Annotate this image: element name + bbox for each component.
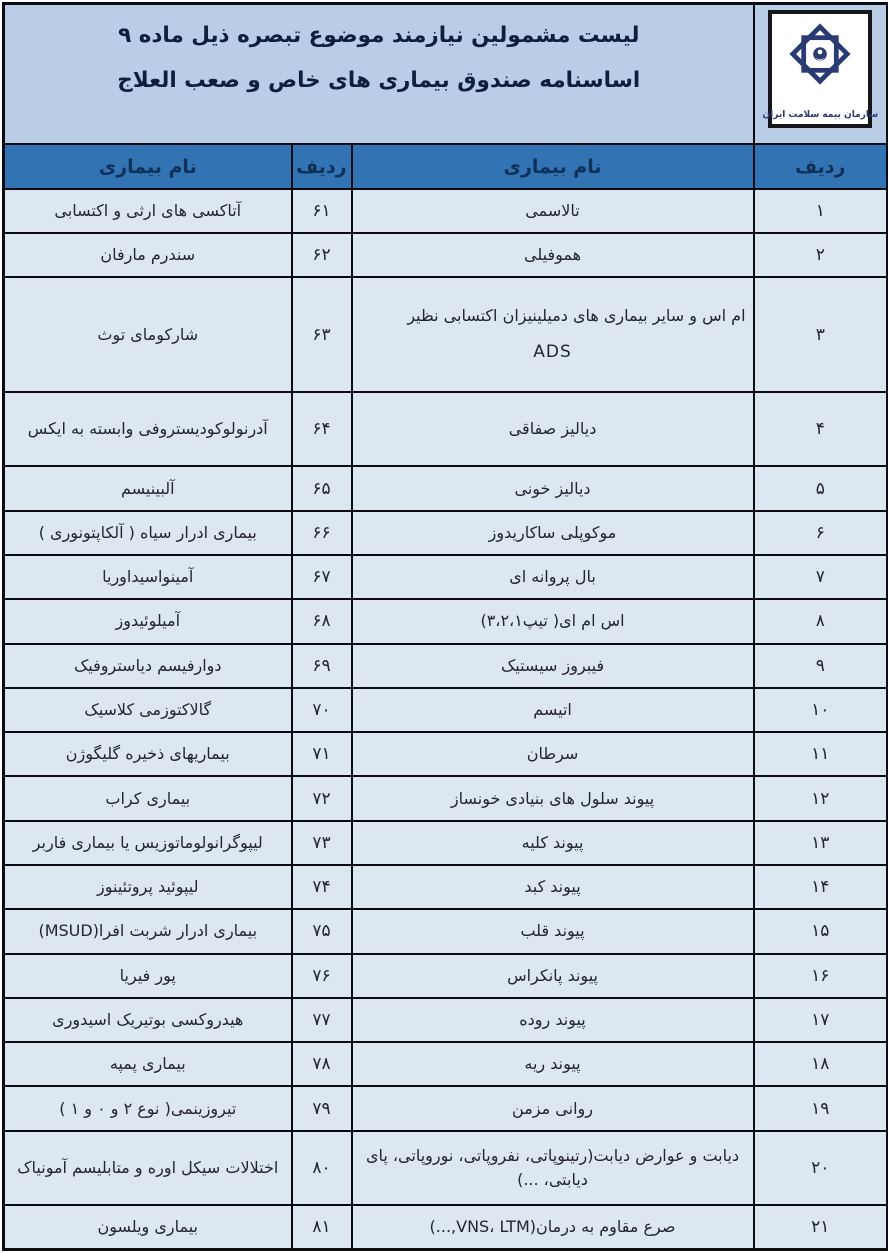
logo-emblem-icon (786, 20, 854, 88)
table-row (4, 466, 888, 510)
disease-name-cell: اتیسم (352, 688, 754, 732)
table-row (4, 233, 888, 277)
table-row (4, 776, 888, 820)
row-number-cell: ۷۸ (292, 1042, 352, 1086)
row-number-cell: ۶۸ (292, 599, 352, 643)
row-number-cell: ۸۱ (292, 1205, 352, 1249)
row-number-cell: ۲۰ (754, 1131, 888, 1205)
disease-name-cell: پیوند روده (352, 998, 754, 1042)
table-row (4, 909, 888, 953)
row-number-cell: ۶۱ (292, 189, 352, 233)
logo-caption: سازمان بیمه سلامت ایران (762, 109, 879, 121)
disease-name-cell: روانی مزمن (352, 1086, 754, 1130)
row-number-cell: ۶۹ (292, 644, 352, 688)
disease-table (2, 2, 888, 1251)
row-number-cell: ۷۷ (292, 998, 352, 1042)
disease-name-cell: گالاکتوزمی کلاسیک (4, 688, 292, 732)
row-number-cell: ۱۳ (754, 821, 888, 865)
table-row (4, 644, 888, 688)
row-number-cell: ۲ (754, 233, 888, 277)
disease-name-cell: دیالیز صفاقی (352, 392, 754, 466)
table-row (4, 555, 888, 599)
row-number-cell: ۱۶ (754, 954, 888, 998)
logo-cell (754, 4, 888, 145)
disease-name-cell: اختلالات سیکل اوره و متابلیسم آمونیاک (4, 1131, 292, 1205)
row-number-cell: ۱۰ (754, 688, 888, 732)
disease-name-cell: بیماری ادرار شربت افرا(MSUD) (4, 909, 292, 953)
disease-name-cell: بیماری پمپه (4, 1042, 292, 1086)
row-number-cell: ۴ (754, 392, 888, 466)
organization-logo (762, 10, 879, 128)
row-number-cell: ۱۹ (754, 1086, 888, 1130)
table-row (4, 998, 888, 1042)
disease-name-cell: دیالیز خونی (352, 466, 754, 510)
table-row (4, 732, 888, 776)
disease-name-subtext: ADS (533, 341, 572, 362)
row-number-cell: ۱۷ (754, 998, 888, 1042)
table-row (4, 511, 888, 555)
disease-name-cell: بال پروانه ای (352, 555, 754, 599)
disease-name-cell: بیماری ویلسون (4, 1205, 292, 1249)
disease-name-cell: تالاسمی (352, 189, 754, 233)
row-number-cell: ۷ (754, 555, 888, 599)
row-number-cell: ۱۱ (754, 732, 888, 776)
column-header-disease-right: نام بیماری (352, 144, 754, 188)
row-number-cell: ۶ (754, 511, 888, 555)
disease-name-cell (352, 277, 754, 392)
document-title-line2: اساسنامه صندوق بیماری های خاص و صعب العلاج (117, 67, 641, 93)
table-row (4, 1042, 888, 1086)
row-number-cell: ۸۰ (292, 1131, 352, 1205)
table-row (4, 821, 888, 865)
disease-name-cell: آتاکسی های ارثی و اکتسابی (4, 189, 292, 233)
disease-name-cell: دیابت و عوارض دیابت(رتینوپاتی، نفروپاتی، نوروپاتی، پای دیابتی، ...) (352, 1131, 754, 1205)
disease-name-cell: دوارفیسم دیاستروفیک (4, 644, 292, 688)
disease-name-cell: پیوند قلب (352, 909, 754, 953)
row-number-cell: ۶۴ (292, 392, 352, 466)
disease-name-cell: پیوند پانکراس (352, 954, 754, 998)
row-number-cell: ۱ (754, 189, 888, 233)
row-number-cell: ۹ (754, 644, 888, 688)
column-header-radif-left: ردیف (292, 144, 352, 188)
disease-name-cell: تیروزینمی( نوع ۲ و ۰ و ۱ ) (4, 1086, 292, 1130)
table-row (4, 954, 888, 998)
column-header-radif-right: ردیف (754, 144, 888, 188)
disease-name-text: ام اس و سایر بیماری های دمیلینیزان اکتسابی نظیر (407, 305, 746, 325)
disease-name-cell: آدرنولوکودیستروفی وابسته به ایکس (4, 392, 292, 466)
disease-name-cell: شارکومای توث (4, 277, 292, 392)
disease-name-cell: هیدروکسی بوتیریک اسیدوری (4, 998, 292, 1042)
column-header-row (4, 144, 888, 188)
disease-name-cell: موکوپلی ساکاریدوز (352, 511, 754, 555)
table-row (4, 277, 888, 392)
row-number-cell: ۷۹ (292, 1086, 352, 1130)
row-number-cell: ۷۰ (292, 688, 352, 732)
disease-name-cell: لیپوگرانولوماتوزیس یا بیماری فاربر (4, 821, 292, 865)
row-number-cell: ۷۵ (292, 909, 352, 953)
row-number-cell: ۱۵ (754, 909, 888, 953)
disease-name-cell: لیپوئید پروتئینوز (4, 865, 292, 909)
table-row (4, 1205, 888, 1249)
disease-name-cell: سندرم مارفان (4, 233, 292, 277)
disease-name-cell: پیوند ریه (352, 1042, 754, 1086)
row-number-cell: ۷۲ (292, 776, 352, 820)
table-row (4, 1131, 888, 1205)
row-number-cell: ۶۷ (292, 555, 352, 599)
row-number-cell: ۶۶ (292, 511, 352, 555)
disease-name-cell: پیوند کبد (352, 865, 754, 909)
disease-name-cell: اس ام ای( تیپ۳،۲،۱) (352, 599, 754, 643)
disease-name-cell: هموفیلی (352, 233, 754, 277)
disease-name-cell: پیوند کلیه (352, 821, 754, 865)
row-number-cell: ۷۴ (292, 865, 352, 909)
disease-name-cell: سرطان (352, 732, 754, 776)
table-row (4, 189, 888, 233)
row-number-cell: ۷۱ (292, 732, 352, 776)
row-number-cell: ۸ (754, 599, 888, 643)
row-number-cell: ۳ (754, 277, 888, 392)
table-row (4, 1086, 888, 1130)
table-row (4, 865, 888, 909)
row-number-cell: ۱۲ (754, 776, 888, 820)
disease-name-cell: بیماری ادرار سیاه ( آلکاپتونوری ) (4, 511, 292, 555)
row-number-cell: ۵ (754, 466, 888, 510)
disease-name-cell: صرع مقاوم به درمان(VNS، LTM,...) (352, 1205, 754, 1249)
title-cell (4, 4, 754, 145)
header-band (4, 4, 888, 145)
disease-name-cell: آمیلوئیدوز (4, 599, 292, 643)
row-number-cell: ۱۸ (754, 1042, 888, 1086)
row-number-cell: ۶۳ (292, 277, 352, 392)
table-row (4, 599, 888, 643)
row-number-cell: ۲۱ (754, 1205, 888, 1249)
row-number-cell: ۱۴ (754, 865, 888, 909)
column-header-disease-left: نام بیماری (4, 144, 292, 188)
disease-name-cell: فیبروز سیستیک (352, 644, 754, 688)
disease-name-cell: آلبینیسم (4, 466, 292, 510)
row-number-cell: ۶۲ (292, 233, 352, 277)
table-row (4, 392, 888, 466)
table-row (4, 688, 888, 732)
row-number-cell: ۷۳ (292, 821, 352, 865)
disease-name-cell: پیوند سلول های بنیادی خونساز (352, 776, 754, 820)
document-title-line1: لیست مشمولین نیازمند موضوع تبصره ذیل ماده ۹ (118, 22, 640, 48)
disease-name-cell: پور فیریا (4, 954, 292, 998)
disease-name-cell: بیماری کراب (4, 776, 292, 820)
disease-name-cell: بیماریهای ذخیره گلیگوژن (4, 732, 292, 776)
row-number-cell: ۷۶ (292, 954, 352, 998)
disease-name-cell: آمینواسیداوریا (4, 555, 292, 599)
row-number-cell: ۶۵ (292, 466, 352, 510)
